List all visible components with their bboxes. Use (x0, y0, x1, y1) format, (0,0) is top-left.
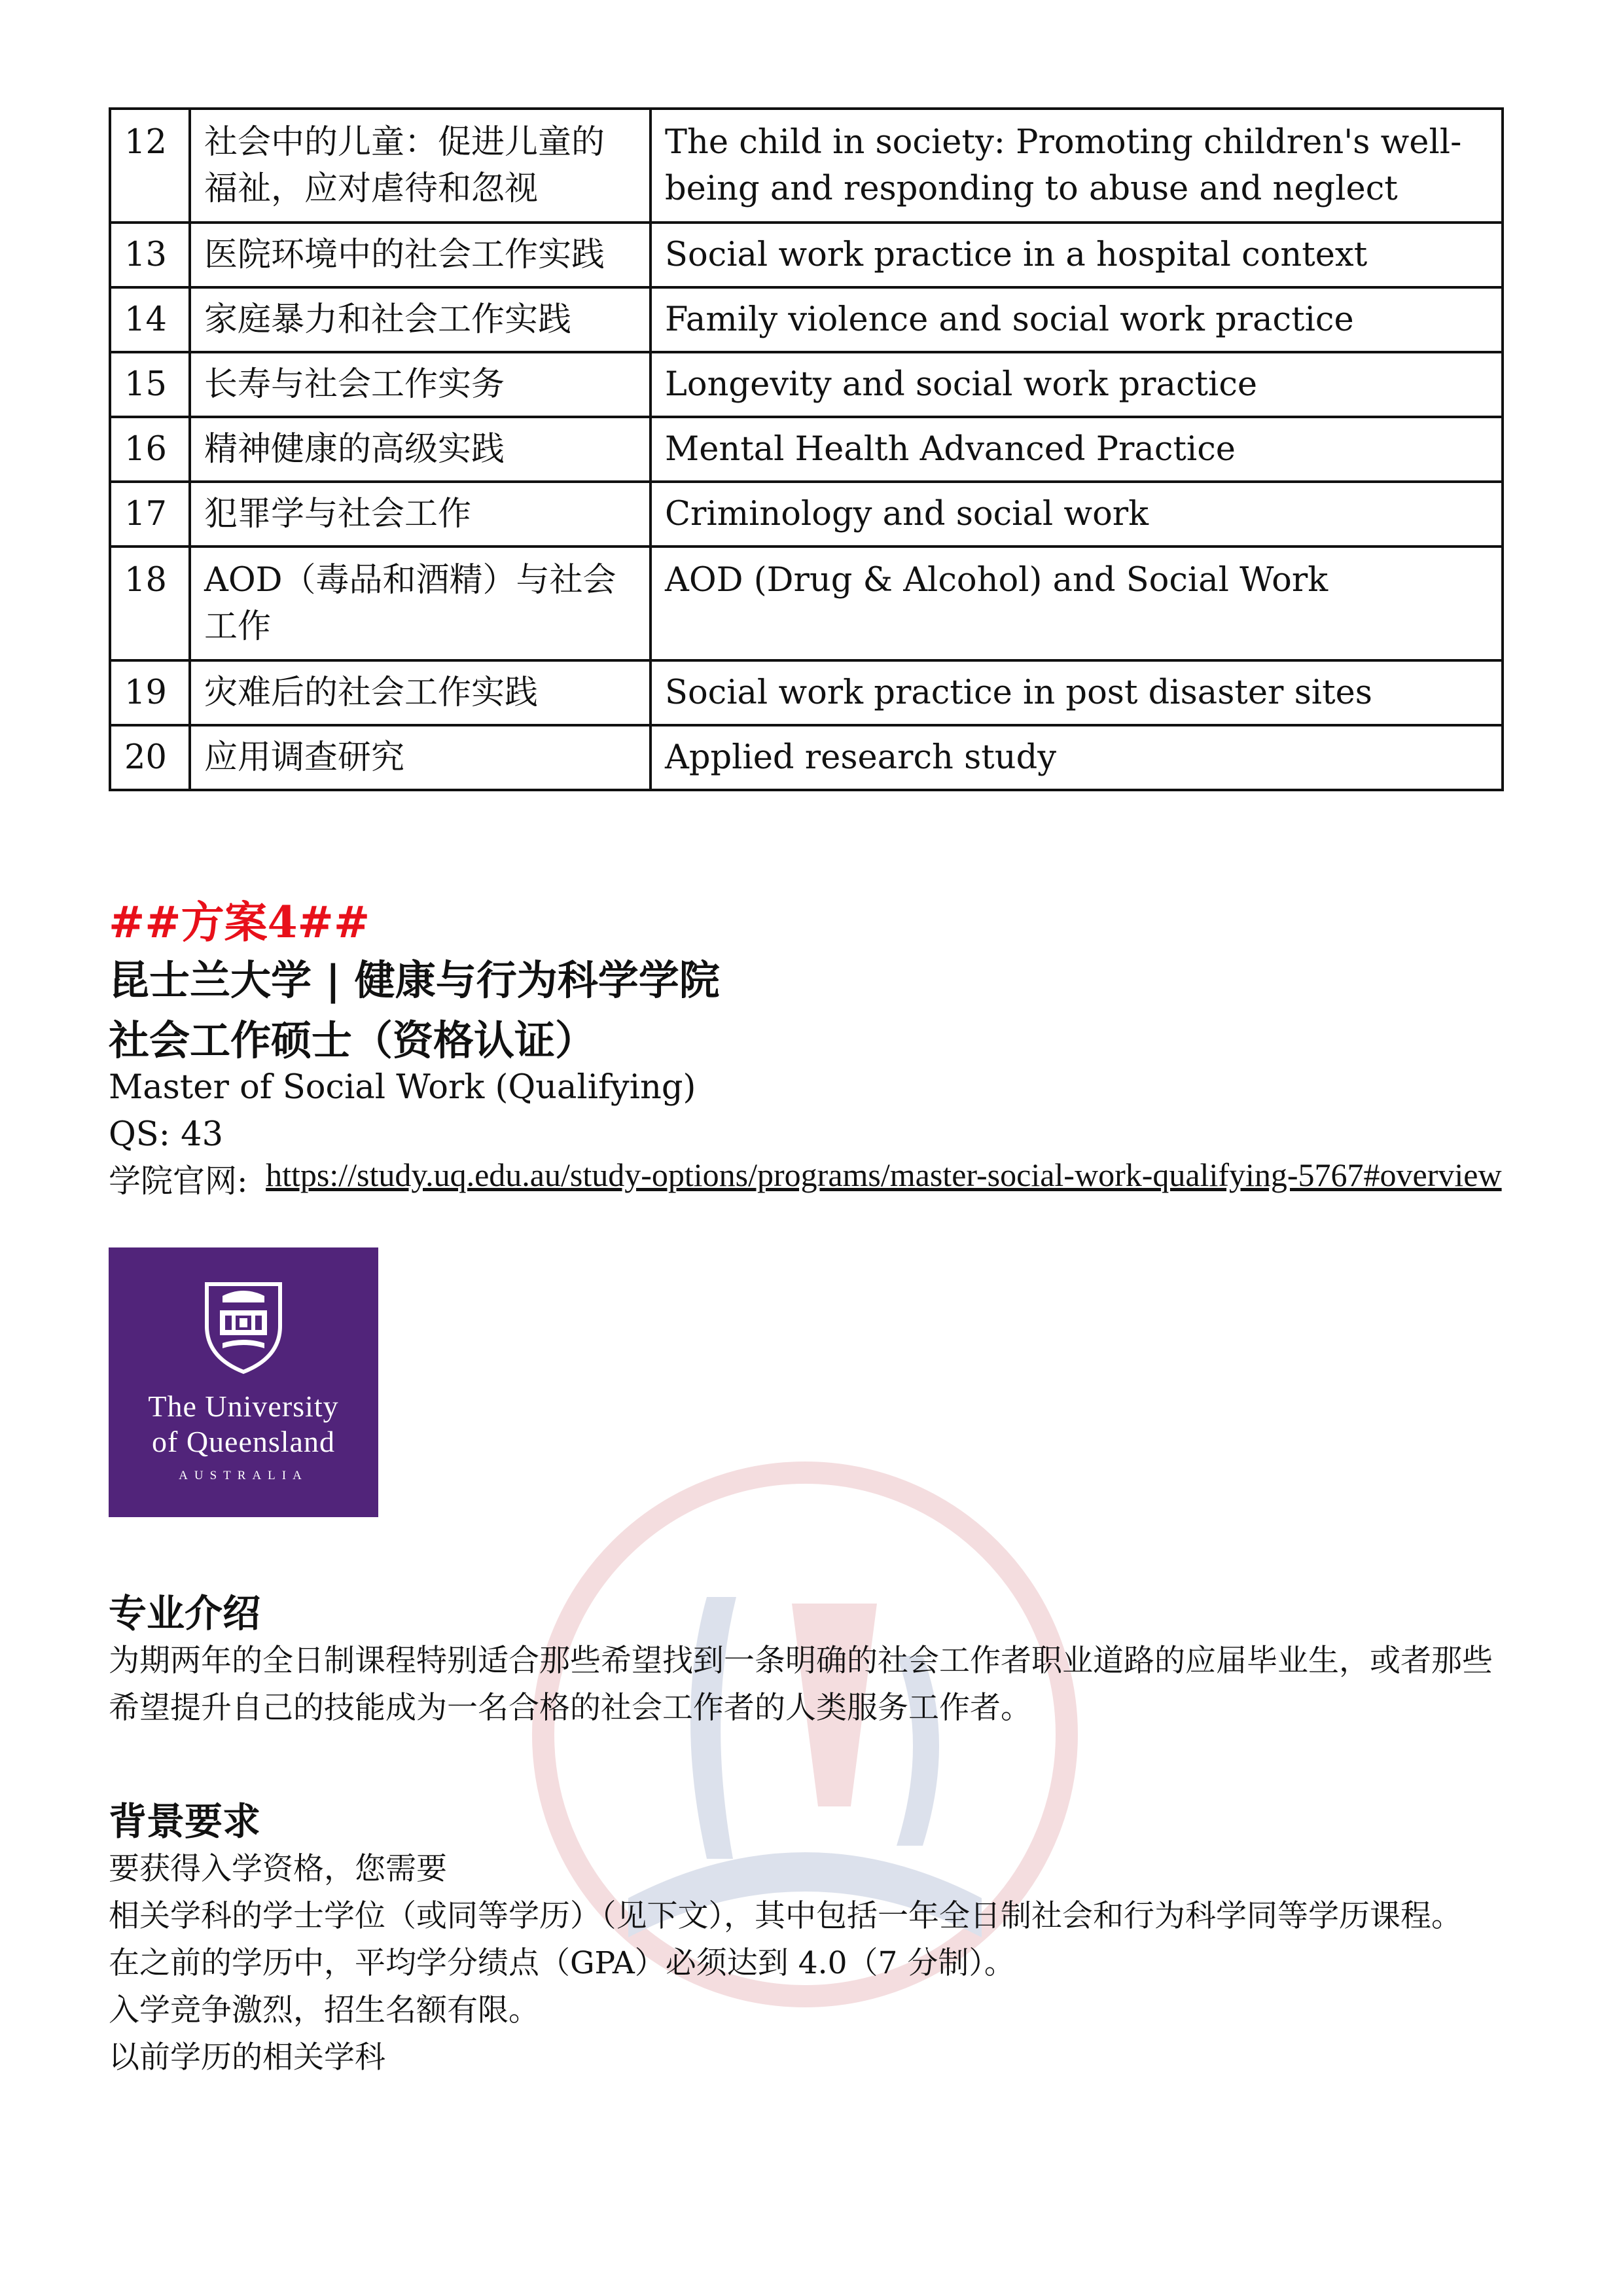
course-number-cell: 15 (110, 352, 190, 417)
course-name-cn-cell: 医院环境中的社会工作实践 (190, 223, 651, 287)
requirement-line: 在之前的学历中，平均学分绩点（GPA）必须达到 4.0（7 分制）。 (109, 1945, 1015, 1981)
course-name-cn-cell: 社会中的儿童：促进儿童的福祉，应对虐待和忽视 (190, 109, 651, 223)
table-row (110, 547, 1503, 660)
course-name-cn-cell: 长寿与社会工作实务 (190, 352, 651, 417)
table-row (110, 287, 1503, 352)
requirement-line: 以前学历的相关学科 (109, 2039, 385, 2075)
website-label: 学院官网: (109, 1162, 248, 1200)
website-line (109, 1156, 1502, 1202)
table-row (110, 482, 1503, 547)
table-row (110, 223, 1503, 287)
course-name-cn-cell: AOD（毒品和酒精）与社会工作 (190, 547, 651, 660)
degree-title-en: Master of Social Work (Qualifying) (109, 1068, 696, 1107)
intro-paragraph: 为期两年的全日制课程特别适合那些希望找到一条明确的社会工作者职业道路的应届毕业生，或者那些希望提升自己的技能成为一名合格的社会工作者的人类服务工作者。 (109, 1643, 1493, 1726)
course-name-en-cell: Criminology and social work (651, 482, 1503, 547)
table-row (110, 417, 1503, 482)
requirement-line: 入学竞争激烈，招生名额有限。 (109, 1992, 539, 2028)
course-name-en-cell: The child in society: Promoting children's well-being and responding to abuse and neglect (651, 109, 1503, 223)
course-number-cell: 18 (110, 547, 190, 660)
course-name-cn-cell: 灾难后的社会工作实践 (190, 660, 651, 725)
course-number-cell: 12 (110, 109, 190, 223)
table-row (110, 660, 1503, 725)
qs-ranking: QS: 43 (109, 1115, 224, 1154)
course-number-cell: 16 (110, 417, 190, 482)
course-name-en-cell: Mental Health Advanced Practice (651, 417, 1503, 482)
logo-line-3: AUSTRALIA (179, 1469, 308, 1482)
course-number-cell: 19 (110, 660, 190, 725)
course-number-cell: 17 (110, 482, 190, 547)
course-name-cn-cell: 应用调查研究 (190, 725, 651, 790)
table-row (110, 725, 1503, 790)
logo-line-2: of Queensland (152, 1425, 335, 1458)
course-name-en-cell: Social work practice in a hospital context (651, 223, 1503, 287)
course-name-cn-cell: 精神健康的高级实践 (190, 417, 651, 482)
course-number-cell: 13 (110, 223, 190, 287)
course-name-en-cell: AOD (Drug & Alcohol) and Social Work (651, 547, 1503, 660)
intro-heading: 专业介绍 (109, 1591, 261, 1636)
course-name-en-cell: Social work practice in post disaster sites (651, 660, 1503, 725)
course-name-en-cell: Applied research study (651, 725, 1503, 790)
website-link[interactable]: https://study.uq.edu.au/study-options/programs/master-social-work-qualifying-5767#overview (266, 1157, 1502, 1193)
requirement-line: 要获得入学资格，您需要 (109, 1851, 447, 1887)
course-name-en-cell: Family violence and social work practice (651, 287, 1503, 352)
degree-title-cn: 社会工作硕士（资格认证） (109, 1016, 596, 1064)
course-number-cell: 14 (110, 287, 190, 352)
logo-line-1: The University (148, 1390, 339, 1423)
plan-label: ##方案4## (109, 897, 370, 948)
table-row (110, 109, 1503, 223)
university-heading: 昆士兰大学 | 健康与行为科学学院 (109, 956, 720, 1004)
university-logo (109, 1247, 378, 1517)
requirement-line: 相关学科的学士学位（或同等学历）（见下文），其中包括一年全日制社会和行为科学同等学历课程。 (109, 1898, 1462, 1934)
course-table (109, 107, 1504, 791)
table-row (110, 352, 1503, 417)
crest-icon (203, 1280, 284, 1376)
course-number-cell: 20 (110, 725, 190, 790)
background-requirements (109, 1846, 1516, 2081)
course-name-en-cell: Longevity and social work practice (651, 352, 1503, 417)
background-heading: 背景要求 (109, 1799, 261, 1844)
course-name-cn-cell: 家庭暴力和社会工作实践 (190, 287, 651, 352)
course-name-cn-cell: 犯罪学与社会工作 (190, 482, 651, 547)
